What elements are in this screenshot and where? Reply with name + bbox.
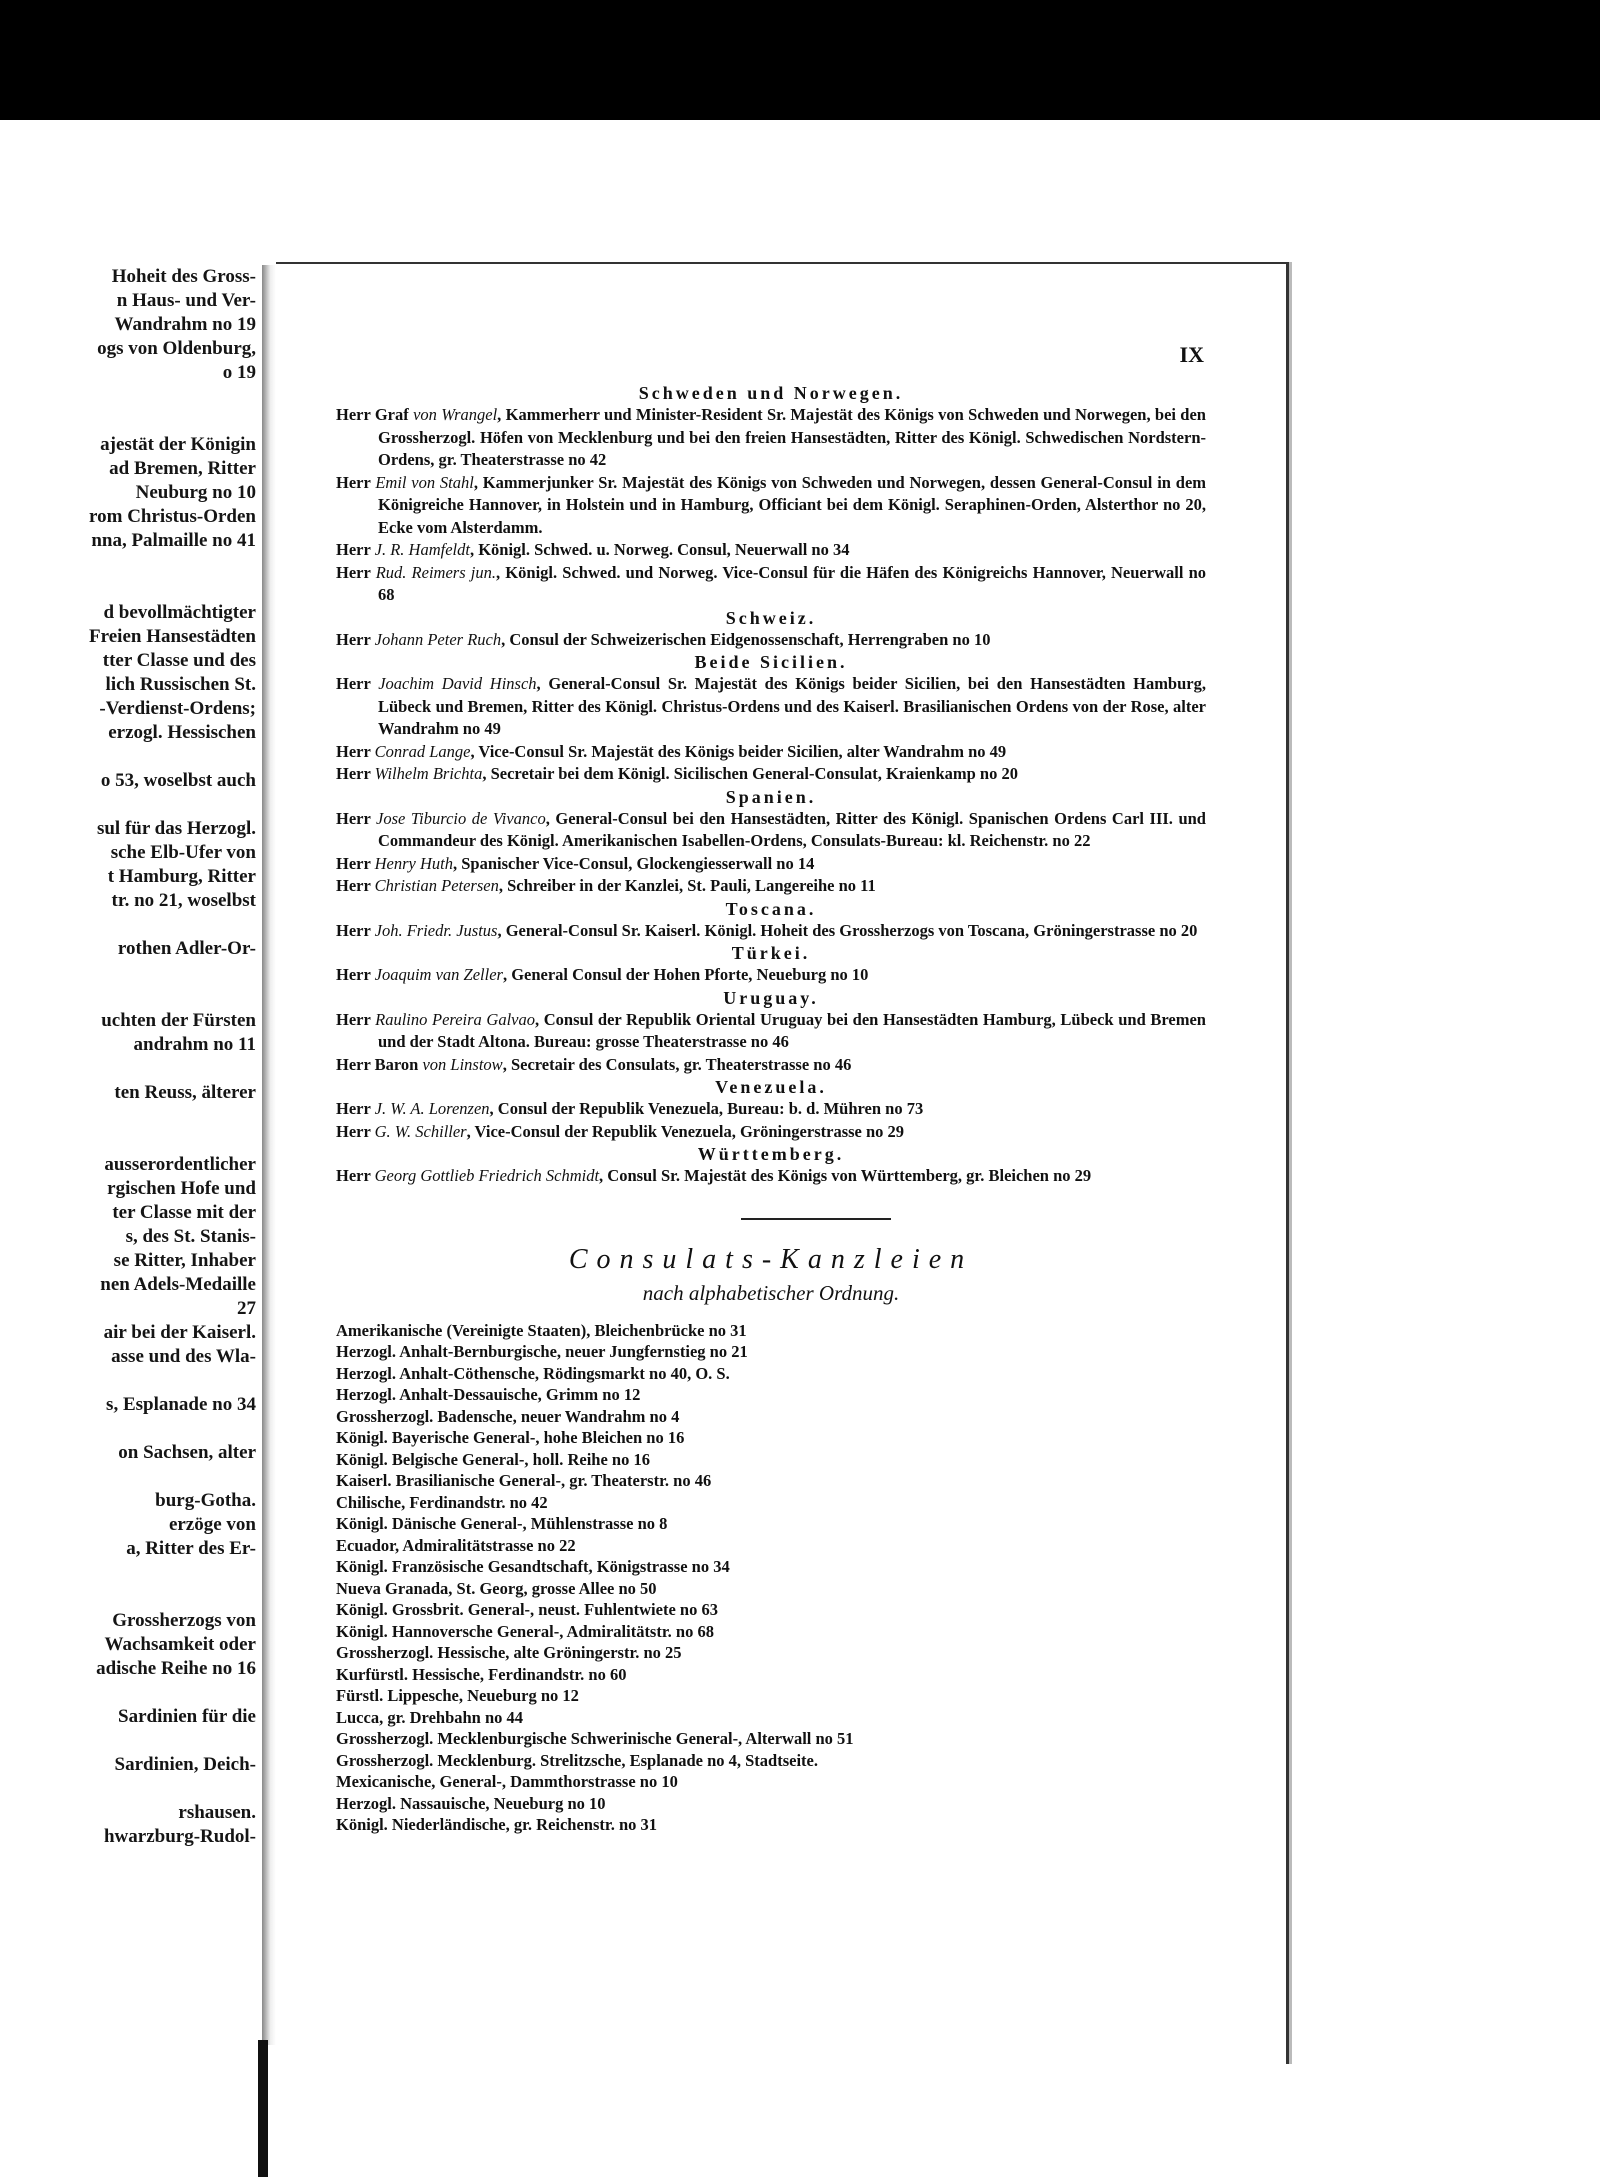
- entry-details: , Kammerherr und Minister-Resident Sr. Majestät des Königs von Schweden und Norwegen, bei den Grossherzogl. Höfen von Mecklenburg und bei den freien Hansestädten, Ritter des Königl. Schwedischen Nordstern-Ordens, gr. Theaterstrasse no 42: [378, 405, 1206, 469]
- entry-prefix: Herr: [336, 472, 376, 492]
- previous-page-line: [0, 409, 262, 433]
- kanzlei-list-item: Königl. Hannoversche General-, Admiralitätstr. no 68: [336, 1621, 714, 1641]
- consul-name: Raulino Pereira Galvao: [375, 1009, 535, 1029]
- entry-details: , Vice-Consul der Republik Venezuela, Gröningerstrasse no 29: [466, 1121, 905, 1141]
- previous-page-line: s, des St. Stanis-: [125, 1226, 256, 1247]
- previous-page-line: Wachsamkeit oder: [104, 1634, 256, 1655]
- entry-details: , Consul Sr. Majestät des Königs von Württemberg, gr. Bleichen no 29: [599, 1166, 1092, 1185]
- previous-page-line: andrahm no 11: [133, 1034, 256, 1055]
- kanzlei-list-item: Grossherzogl. Mecklenburg. Strelitzsche, Esplanade no 4, Stadtseite.: [336, 1750, 818, 1770]
- previous-page-line: ajestät der Königin: [100, 434, 256, 455]
- previous-page-line: rshausen.: [178, 1802, 256, 1823]
- entry-prefix: Herr: [336, 764, 375, 783]
- kanzlei-list-item: Königl. Französische Gesandtschaft, Königstrasse no 34: [336, 1557, 730, 1576]
- entry-details: , General-Consul Sr. Majestät des Königs beider Sicilien, bei den Hansestädten Hamburg, Lübeck und Bremen, Ritter des Königl. Christus-Ordens und des Kaiserl. Brasilianischen Ordens von der Rose, alter Wandrahm no 49: [378, 674, 1206, 738]
- kanzlei-list-item: Mexicanische, General-, Dammthorstrasse no 10: [336, 1772, 678, 1791]
- entry-details: , General-Consul Sr. Kaiserl. Königl. Hoheit des Grossherzogs von Toscana, Gröningerstrasse no 20: [497, 920, 1198, 940]
- previous-page-line: -Verdienst-Ordens;: [99, 698, 256, 719]
- previous-page-line: [0, 1561, 262, 1585]
- previous-page-line: sche Elb-Ufer von: [110, 842, 256, 863]
- previous-page-line: t Hamburg, Ritter: [107, 866, 256, 887]
- previous-page-line: nen Adels-Medaille: [100, 1274, 256, 1295]
- kanzlei-list-item: Kurfürstl. Hessische, Ferdinandstr. no 60: [336, 1664, 627, 1684]
- previous-page-line: sul für das Herzogl.: [96, 818, 256, 839]
- consul-entry: [336, 404, 1206, 472]
- previous-page-line: [0, 913, 262, 937]
- previous-page-line: ter Classe mit der: [112, 1202, 256, 1223]
- kanzlei-list-item: Herzogl. Anhalt-Bernburgische, neuer Jungfernstieg no 21: [336, 1342, 748, 1361]
- consul-entry: [336, 472, 1206, 540]
- consul-entry: [336, 1098, 1206, 1121]
- kanzlei-list-item: Kaiserl. Brasilianische General-, gr. Theaterstr. no 46: [336, 1471, 712, 1490]
- previous-page-line: a, Ritter des Er-: [126, 1538, 256, 1559]
- consul-entry: [336, 853, 1206, 876]
- consul-name: J. R. Hamfeldt: [374, 540, 470, 559]
- previous-page-line: s, Esplanade no 34: [106, 1394, 256, 1415]
- entry-prefix: Herr: [336, 1099, 375, 1118]
- entry-details: , General-Consul bei den Hansestädten, Ritter des Königl. Spanischen Ordens Carl III. und Commandeur des Königl. Amerikanischen Isabellen-Ordens, Consulats-Bureau: kl. Reichenstr. no 22: [378, 808, 1206, 850]
- kanzlei-list-item: Chilische, Ferdinandstr. no 42: [336, 1492, 548, 1512]
- previous-page-line: burg-Gotha.: [155, 1490, 256, 1511]
- previous-page-line: rgischen Hofe und: [107, 1178, 256, 1199]
- entry-details: , Secretair bei dem Königl. Sicilischen General-Consulat, Kraienkamp no 20: [482, 764, 1018, 783]
- kanzleien-subtitle: nach alphabetischer Ordnung.: [642, 1280, 900, 1305]
- page-number: IX: [1179, 342, 1204, 367]
- previous-page-line: [0, 1585, 262, 1609]
- entry-prefix: Herr: [336, 741, 375, 761]
- kanzleien-title: Consulats-Kanzleien: [568, 1243, 974, 1275]
- section-heading: Toscana.: [725, 898, 817, 919]
- consul-name: Wilhelm Brichta: [374, 764, 483, 783]
- previous-page-line: tr. no 21, woselbst: [111, 890, 256, 911]
- previous-page-line: [0, 577, 262, 601]
- kanzlei-list-item: Königl. Niederländische, gr. Reichenstr. no 31: [336, 1815, 658, 1834]
- kanzlei-list-item: Königl. Bayerische General-, hohe Bleichen no 16: [336, 1428, 685, 1447]
- consul-entry: [336, 629, 1206, 652]
- previous-page-line: erzöge von: [168, 1514, 256, 1535]
- previous-page-line: n Haus- und Ver-: [116, 290, 256, 311]
- previous-page-line: [0, 961, 262, 985]
- previous-page-line: Grossherzogs von: [112, 1610, 256, 1631]
- kanzlei-list-item: Fürstl. Lippesche, Neueburg no 12: [336, 1686, 579, 1705]
- previous-page-line: [0, 1105, 262, 1129]
- consul-entry: [336, 562, 1206, 607]
- previous-page-line: o 19: [222, 362, 256, 383]
- scan-top-border: [0, 0, 1600, 120]
- entry-prefix: Herr: [336, 1166, 375, 1185]
- previous-page-line: [0, 1465, 262, 1489]
- entry-prefix: Herr: [336, 1009, 376, 1029]
- previous-page-line: [0, 1777, 262, 1801]
- previous-page-line: nna, Palmaille no 41: [91, 530, 256, 551]
- kanzlei-list-item: Königl. Belgische General-, holl. Reihe no 16: [336, 1449, 650, 1469]
- entry-prefix: Herr: [336, 853, 375, 873]
- section-divider: [741, 1218, 891, 1220]
- consul-sections: [336, 382, 1206, 1188]
- kanzleien-list: [336, 1320, 1206, 1836]
- previous-page-line: on Sachsen, alter: [118, 1442, 256, 1463]
- previous-page-line: [0, 1057, 262, 1081]
- consul-name: von Wrangel: [413, 405, 498, 424]
- consul-name: G. W. Schiller: [374, 1121, 467, 1141]
- entry-prefix: Herr: [336, 920, 375, 940]
- previous-page-line: ausserordentlicher: [104, 1154, 256, 1175]
- book-spine: [262, 265, 276, 2045]
- kanzlei-list-item: Königl. Dänische General-, Mühlenstrasse no 8: [336, 1514, 668, 1533]
- entry-details: , Königl. Schwed. u. Norweg. Consul, Neuerwall no 34: [469, 540, 850, 559]
- kanzlei-list-item: Ecuador, Admiralitätstrasse no 22: [336, 1535, 576, 1555]
- previous-page-line: ad Bremen, Ritter: [109, 458, 256, 479]
- consul-entry: [336, 875, 1206, 898]
- previous-page-line: [0, 1417, 262, 1441]
- entry-prefix: Herr: [336, 808, 377, 828]
- previous-page-line: [0, 985, 262, 1009]
- entry-details: , Consul der Republik Venezuela, Bureau: b. d. Mühren no 73: [489, 1099, 924, 1118]
- previous-page-line: asse und des Wla-: [111, 1346, 256, 1367]
- entry-prefix: Herr: [336, 876, 375, 895]
- previous-page-line: Sardinien für die: [118, 1706, 256, 1727]
- kanzlei-list-item: Herzogl. Nassauische, Neueburg no 10: [336, 1793, 606, 1813]
- consul-name: Emil von Stahl: [375, 472, 474, 492]
- section-heading: Württemberg.: [697, 1144, 845, 1164]
- entry-prefix: Herr: [336, 965, 375, 984]
- spine-shadow: [258, 2040, 268, 2177]
- entry-prefix: Herr Graf: [336, 405, 414, 424]
- entry-details: , Vice-Consul Sr. Majestät des Königs beider Sicilien, alter Wandrahm no 49: [470, 741, 1007, 761]
- section-heading: Schweiz.: [725, 607, 817, 628]
- kanzlei-list-item: Amerikanische (Vereinigte Staaten), Bleichenbrücke no 31: [336, 1320, 747, 1340]
- entry-details: , Kammerjunker Sr. Majestät des Königs von Schweden und Norwegen, dessen General-Consul in dem Königreiche Hannover, in Holstein und in Hamburg, Officiant bei dem Königl. Seraphinen-Orden, Alsterthor no 20, Ecke vom Alsterdamm.: [378, 472, 1207, 537]
- section-heading: Türkei.: [731, 943, 811, 963]
- section-heading: Uruguay.: [723, 987, 819, 1008]
- previous-page-line: lich Russischen St.: [105, 674, 256, 695]
- entry-details: , General Consul der Hohen Pforte, Neueburg no 10: [502, 965, 869, 984]
- kanzlei-list-item: Grossherzogl. Hessische, alte Gröningerstr. no 25: [336, 1643, 682, 1662]
- consul-name: Joaquim van Zeller: [374, 965, 503, 984]
- consul-entry: [336, 964, 1206, 987]
- previous-page-line: [0, 745, 262, 769]
- consul-name: Georg Gottlieb Friedrich Schmidt: [374, 1166, 600, 1185]
- entry-prefix: Herr: [336, 1121, 375, 1141]
- consul-entry: [336, 920, 1206, 943]
- kanzlei-list-item: Königl. Grossbrit. General-, neust. Fuhlentwiete no 63: [336, 1600, 718, 1619]
- previous-page-lines: [0, 265, 262, 1849]
- consul-name: Joh. Friedr. Justus: [374, 920, 498, 940]
- entry-prefix: Herr: [336, 562, 376, 582]
- previous-page-line: [0, 1729, 262, 1753]
- consul-name: Christian Petersen: [374, 876, 499, 895]
- entry-prefix: Herr: [336, 674, 379, 693]
- kanzlei-list-item: Herzogl. Anhalt-Cöthensche, Rödingsmarkt no 40, O. S.: [336, 1363, 730, 1383]
- consul-entry: [336, 1121, 1206, 1144]
- entry-details: , Consul der Republik Oriental Uruguay bei den Hansestädten Hamburg, Lübeck und Bremen und der Stadt Altona. Bureau: grosse Theaterstrasse no 46: [378, 1009, 1206, 1051]
- previous-page-fragment: [0, 265, 264, 2045]
- entry-prefix: Herr Baron: [336, 1054, 423, 1074]
- page-content: [336, 382, 1206, 1836]
- consul-name: Rud. Reimers jun.: [375, 562, 497, 582]
- previous-page-line: se Ritter, Inhaber: [113, 1250, 256, 1271]
- entry-details: , Secretair des Consulats, gr. Theaterstrasse no 46: [502, 1054, 852, 1074]
- previous-page-line: Hoheit des Gross-: [111, 266, 256, 287]
- previous-page-line: [0, 1681, 262, 1705]
- consul-entry: [336, 808, 1206, 853]
- entry-prefix: Herr: [336, 629, 375, 649]
- consul-name: Jose Tiburcio de Vivanco: [376, 808, 546, 828]
- consul-entry: [336, 741, 1206, 764]
- entry-prefix: Herr: [336, 540, 375, 559]
- consul-entry: [336, 763, 1206, 786]
- previous-page-line: Freien Hansestädten: [89, 626, 256, 647]
- previous-page-line: 27: [237, 1298, 256, 1319]
- kanzlei-list-item: Grossherzogl. Badensche, neuer Wandrahm no 4: [336, 1406, 680, 1426]
- previous-page-line: rom Christus-Orden: [89, 506, 256, 527]
- previous-page-line: ten Reuss, älterer: [114, 1082, 256, 1103]
- section-heading: Schweden und Norwegen.: [638, 383, 904, 403]
- section-heading: Spanien.: [725, 786, 817, 807]
- kanzlei-list-item: Nueva Granada, St. Georg, grosse Allee no 50: [336, 1578, 657, 1598]
- previous-page-line: air bei der Kaiserl.: [103, 1322, 256, 1343]
- previous-page-line: [0, 1369, 262, 1393]
- previous-page-line: d bevollmächtigter: [103, 602, 256, 623]
- kanzlei-list-item: Herzogl. Anhalt-Dessauische, Grimm no 12: [336, 1385, 641, 1404]
- consul-name: Johann Peter Ruch: [374, 629, 502, 649]
- previous-page-line: Wandrahm no 19: [114, 314, 256, 335]
- consul-entry: [336, 1009, 1206, 1054]
- previous-page-line: erzogl. Hessischen: [108, 722, 256, 743]
- previous-page-line: [0, 793, 262, 817]
- previous-page-line: [0, 553, 262, 577]
- consul-entry: [336, 539, 1206, 562]
- previous-page-line: [0, 385, 262, 409]
- consul-entry: [336, 1165, 1206, 1188]
- consul-entry: [336, 673, 1206, 741]
- consul-entry: [336, 1054, 1206, 1077]
- section-heading: Beide Sicilien.: [694, 652, 848, 672]
- previous-page-line: ogs von Oldenburg,: [97, 338, 256, 359]
- previous-page-line: Neuburg no 10: [135, 482, 256, 503]
- previous-page-line: rothen Adler-Or-: [117, 938, 256, 959]
- consul-name: J. W. A. Lorenzen: [374, 1099, 490, 1118]
- kanzlei-list-item: Lucca, gr. Drehbahn no 44: [336, 1707, 524, 1727]
- section-heading: Venezuela.: [715, 1077, 827, 1097]
- consul-name: von Linstow: [422, 1054, 503, 1074]
- previous-page-line: Sardinien, Deich-: [114, 1754, 256, 1775]
- previous-page-line: [0, 1129, 262, 1153]
- previous-page-line: tter Classe und des: [102, 650, 256, 671]
- document-page: [276, 262, 1289, 2064]
- entry-details: , Königl. Schwed. und Norweg. Vice-Consul für die Häfen des Königreichs Hannover, Neuerwall no 68: [378, 562, 1206, 604]
- previous-page-line: hwarzburg-Rudol-: [103, 1826, 256, 1847]
- consul-name: Henry Huth: [374, 853, 453, 873]
- consul-name: Conrad Lange: [374, 741, 471, 761]
- entry-details: , Schreiber in der Kanzlei, St. Pauli, Langereihe no 11: [498, 876, 876, 895]
- previous-page-line: uchten der Fürsten: [101, 1010, 256, 1031]
- previous-page-line: o 53, woselbst auch: [100, 770, 256, 791]
- consul-name: Joachim David Hinsch: [378, 674, 537, 693]
- entry-details: , Spanischer Vice-Consul, Glockengiesserwall no 14: [453, 853, 815, 873]
- kanzlei-list-item: Grossherzogl. Mecklenburgische Schwerinische General-, Alterwall no 51: [336, 1729, 854, 1748]
- previous-page-line: adische Reihe no 16: [96, 1658, 256, 1679]
- entry-details: , Consul der Schweizerischen Eidgenossenschaft, Herrengraben no 10: [501, 629, 991, 649]
